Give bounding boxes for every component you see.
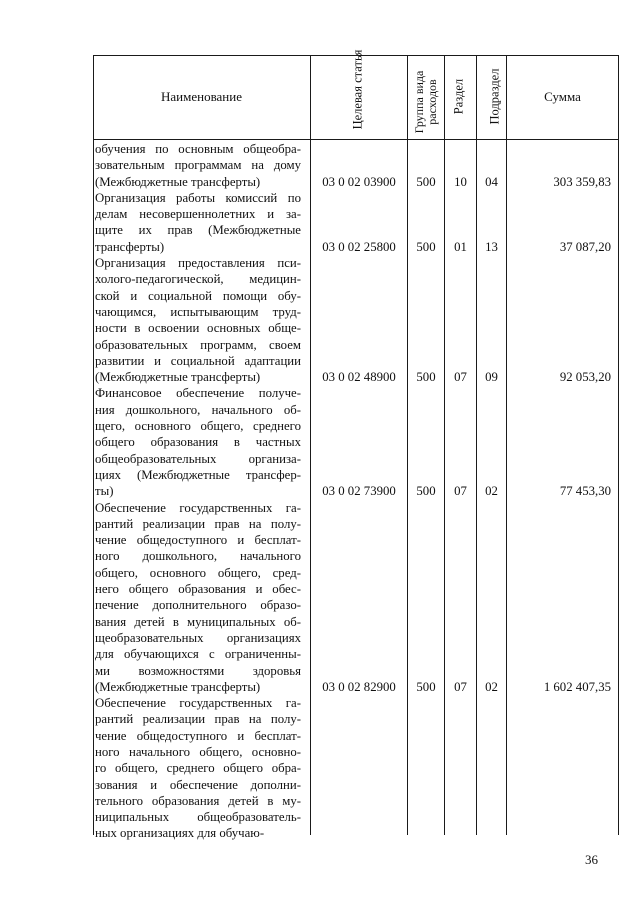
name-line: зовательным программам на дому [95,158,301,173]
cell-expense-group: 500 [416,484,436,499]
name-line: Финансовое обеспечение получе- [95,386,301,401]
name-line: рантий реализации прав на полу- [95,516,301,531]
cell-amount: 303 359,83 [553,174,611,189]
name-line: для обучающихся с ограниченны- [95,647,301,662]
cell-expense-group: 500 [416,239,436,254]
name-line: общеобразовательных организа- [95,451,301,466]
cell-section: 07 [454,484,467,499]
name-line: общего, основного общего, сред- [95,565,301,580]
col-border-code [407,55,408,835]
cell-amount: 92 053,20 [559,370,611,385]
name-line: печение дополнительного образо- [95,598,301,613]
header-section: Раздел [451,78,466,115]
header-subsection: Подраздел [487,68,502,125]
col-border-name [310,55,311,835]
cell-subsection: 09 [485,370,498,385]
budget-table [93,49,619,841]
col-border-group [444,55,445,835]
cell-expense-group: 500 [416,174,436,189]
name-line: холого-педагогической, медицин- [95,272,301,287]
name-line: го общего, среднего общего обра- [95,761,301,776]
name-line: чение общедоступного и бесплат- [95,728,301,743]
name-line: развитии и социальной адаптации [95,353,301,368]
name-line: обучения по основным общеобра- [95,142,301,156]
cell-expense-group: 500 [416,370,436,385]
name-line: ного дошкольного, начального [95,549,301,564]
name-line: Организация предоставления пси- [95,256,301,271]
cell-amount: 1 602 407,35 [543,679,611,694]
name-line: щего, основного общего, среднего [95,419,301,434]
name-line: ми возможностями здоровья [95,663,301,678]
name-line: (Межбюджетные трансферты) [95,174,261,189]
name-line: (Межбюджетные трансферты) [95,679,261,694]
name-line: него общего образования и обес- [95,582,301,597]
cell-target-article: 03 0 02 73900 [322,484,396,499]
name-line: ных организациях для обучаю- [95,826,265,841]
cell-subsection: 02 [485,679,498,694]
col-border-right [618,55,619,835]
page-number: 36 [585,852,598,867]
header-amount: Сумма [544,89,581,104]
cell-section: 01 [454,239,467,254]
name-line: щеобразовательных организациях [95,630,301,645]
cell-expense-group: 500 [416,679,436,694]
col-border-subsection [506,55,507,835]
name-line: зования и обеспечение дополни- [95,777,301,792]
cell-amount: 77 453,30 [559,484,611,499]
cell-subsection: 13 [485,239,498,254]
header-name: Наименование [161,89,242,104]
cell-section: 07 [454,679,467,694]
name-line: ния дошкольного, начального об- [95,402,301,417]
name-line: чающимся, испытывающим труд- [95,304,301,319]
header-expense-group: Группа вида расходов [412,70,439,134]
cell-subsection: 04 [485,174,498,189]
name-line: рантий реализации прав на полу- [95,712,301,727]
cell-target-article: 03 0 02 48900 [322,370,396,385]
header-target-article: Целевая статья [350,49,365,130]
header-bottom-border [93,139,619,140]
cell-subsection: 02 [485,484,498,499]
name-line: трансферты) [95,239,165,254]
cell-section: 10 [454,174,467,189]
cell-target-article: 03 0 02 82900 [322,679,396,694]
name-line: щите их прав (Межбюджетные [95,223,301,238]
cell-target-article: 03 0 02 03900 [322,174,396,189]
name-line: ты) [95,484,114,499]
cell-amount: 37 087,20 [559,239,611,254]
name-line: Обеспечение государственных га- [95,696,301,711]
cell-target-article: 03 0 02 25800 [322,239,396,254]
name-line: чение общедоступного и бесплат- [95,533,301,548]
name-line: образовательных программ, своем [95,337,301,352]
col-border-left [93,55,94,835]
name-line: ного начального общего, основно- [95,744,301,759]
name-line: ности в освоении основных обще- [95,321,301,336]
name-column [95,141,301,842]
name-line: Обеспечение государственных га- [95,500,301,515]
name-line: общего образования в частных [95,435,301,450]
name-line: (Межбюджетные трансферты) [95,370,261,385]
name-line: ской и социальной помощи обу- [95,288,301,303]
name-line: тельного образования детей в му- [95,793,301,808]
name-line: ниципальных общеобразователь- [95,810,301,825]
col-border-section [476,55,477,835]
name-line: Организация работы комиссий по [95,190,301,205]
name-line: делам несовершеннолетних и за- [95,207,301,222]
name-line: вания детей в муниципальных об- [95,614,301,629]
cell-section: 07 [454,370,467,385]
name-line: циях (Межбюджетные трансфер- [95,467,301,482]
